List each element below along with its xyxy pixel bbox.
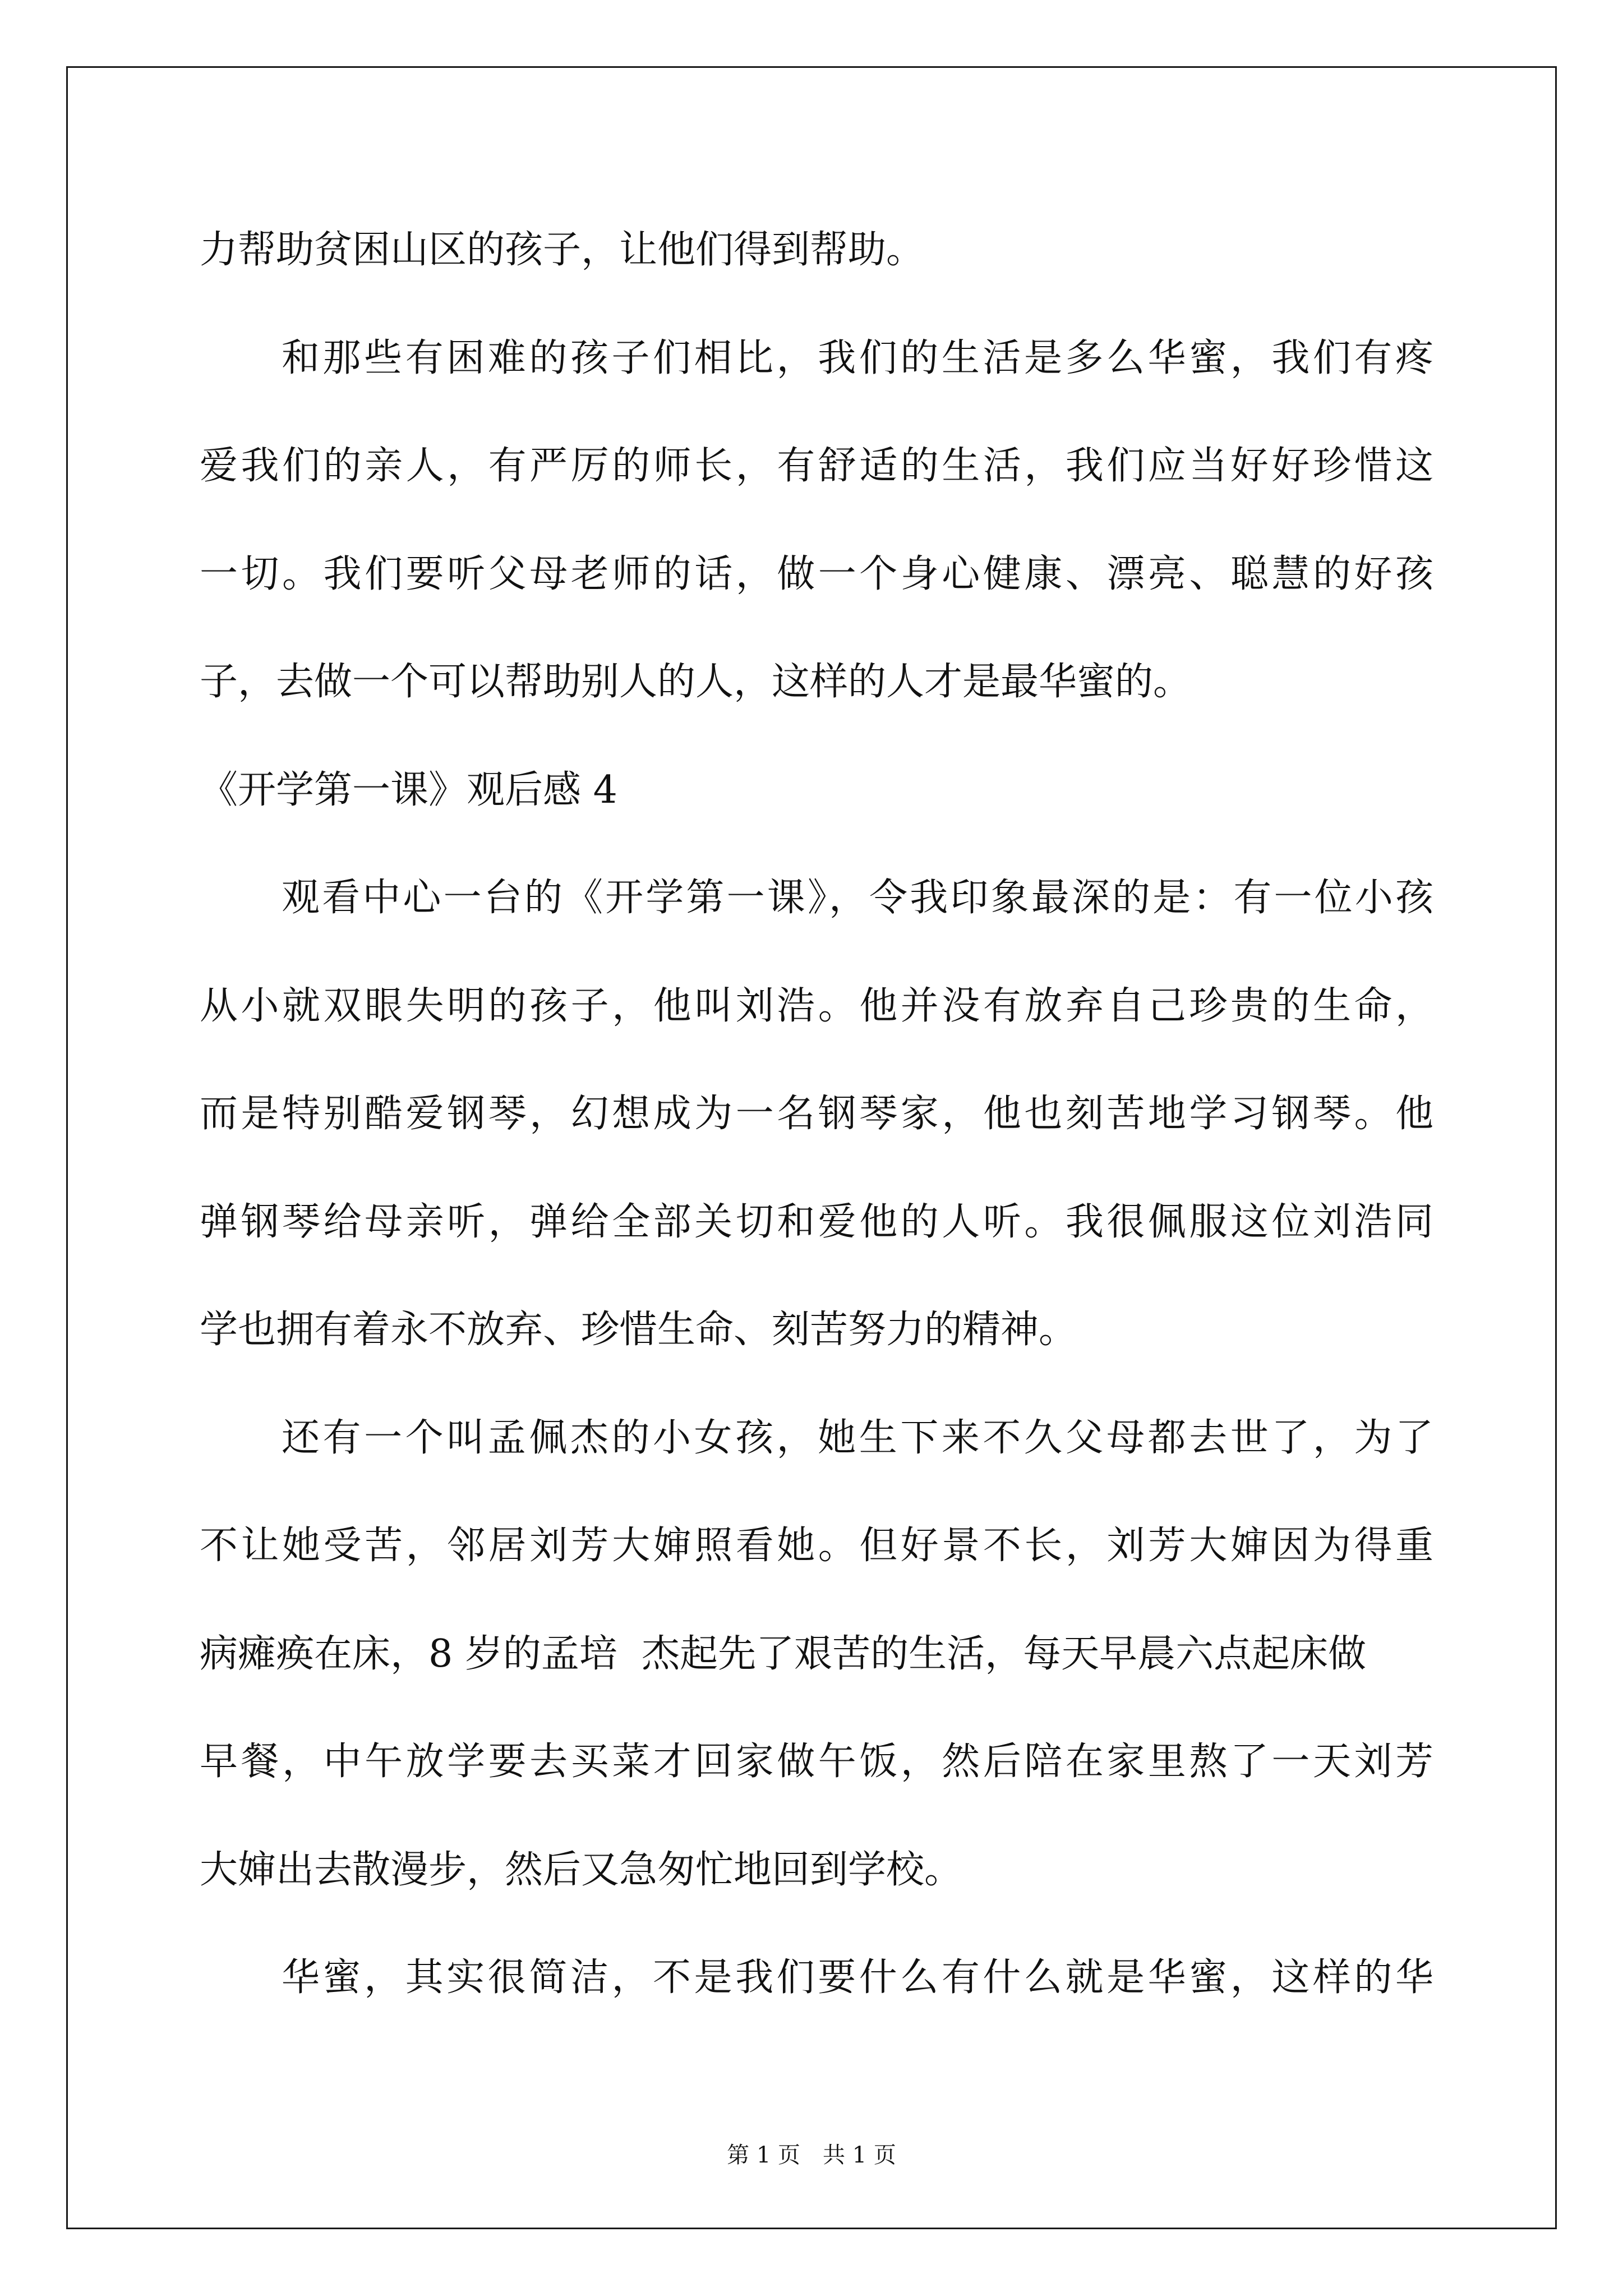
- paragraph-line: 子，去做一个可以帮助别人的人，这样的人才是最华蜜的。: [200, 660, 1192, 704]
- paragraph-line: 和那些有困难的孩子们相比，我们的生活是多么华蜜，我们有疼: [282, 336, 1433, 380]
- paragraph-line: 一切。我们要听父母老师的话，做一个身心健康、漂亮、聪慧的好孩: [200, 552, 1433, 596]
- paragraph-line: 观看中心一台的《开学第一课》，令我印象最深的是：有一位小孩: [282, 876, 1433, 920]
- paragraph-line: 早餐，中午放学要去买菜才回家做午饭，然后陪在家里熬了一天刘芳: [200, 1740, 1433, 1784]
- section-heading: 《开学第一课》观后感 4: [200, 768, 617, 812]
- paragraph-line: 华蜜，其实很简洁，不是我们要什么有什么就是华蜜，这样的华: [282, 1955, 1433, 2000]
- page-number-footer: 第 1 页 共 1 页: [727, 2142, 896, 2168]
- page-border: [66, 66, 1557, 2229]
- paragraph-line: 还有一个叫孟佩杰的小女孩，她生下来不久父母都去世了，为了: [282, 1416, 1433, 1460]
- paragraph-line: 大婶出去散漫步，然后又急匆忙地回到学校。: [200, 1848, 963, 1892]
- paragraph-line: 病瘫痪在床，8 岁的孟培 杰起先了艰苦的生活，每天早晨六点起床做: [200, 1632, 1367, 1676]
- paragraph-line: 弹钢琴给母亲听，弹给全部关切和爱他的人听。我很佩服这位刘浩同: [200, 1200, 1433, 1244]
- paragraph-line: 不让她受苦，邻居刘芳大婶照看她。但好景不长，刘芳大婶因为得重: [200, 1524, 1433, 1568]
- paragraph-line: 力帮助贫困山区的孩子，让他们得到帮助。: [200, 228, 925, 272]
- paragraph-line: 学也拥有着永不放弃、珍惜生命、刻苦努力的精神。: [200, 1308, 1077, 1352]
- paragraph-line: 从小就双眼失明的孩子，他叫刘浩。他并没有放弃自己珍贵的生命，: [200, 984, 1433, 1028]
- paragraph-line: 爱我们的亲人，有严厉的师长，有舒适的生活，我们应当好好珍惜这: [200, 444, 1433, 488]
- paragraph-line: 而是特别酷爱钢琴，幻想成为一名钢琴家，他也刻苦地学习钢琴。他: [200, 1092, 1433, 1136]
